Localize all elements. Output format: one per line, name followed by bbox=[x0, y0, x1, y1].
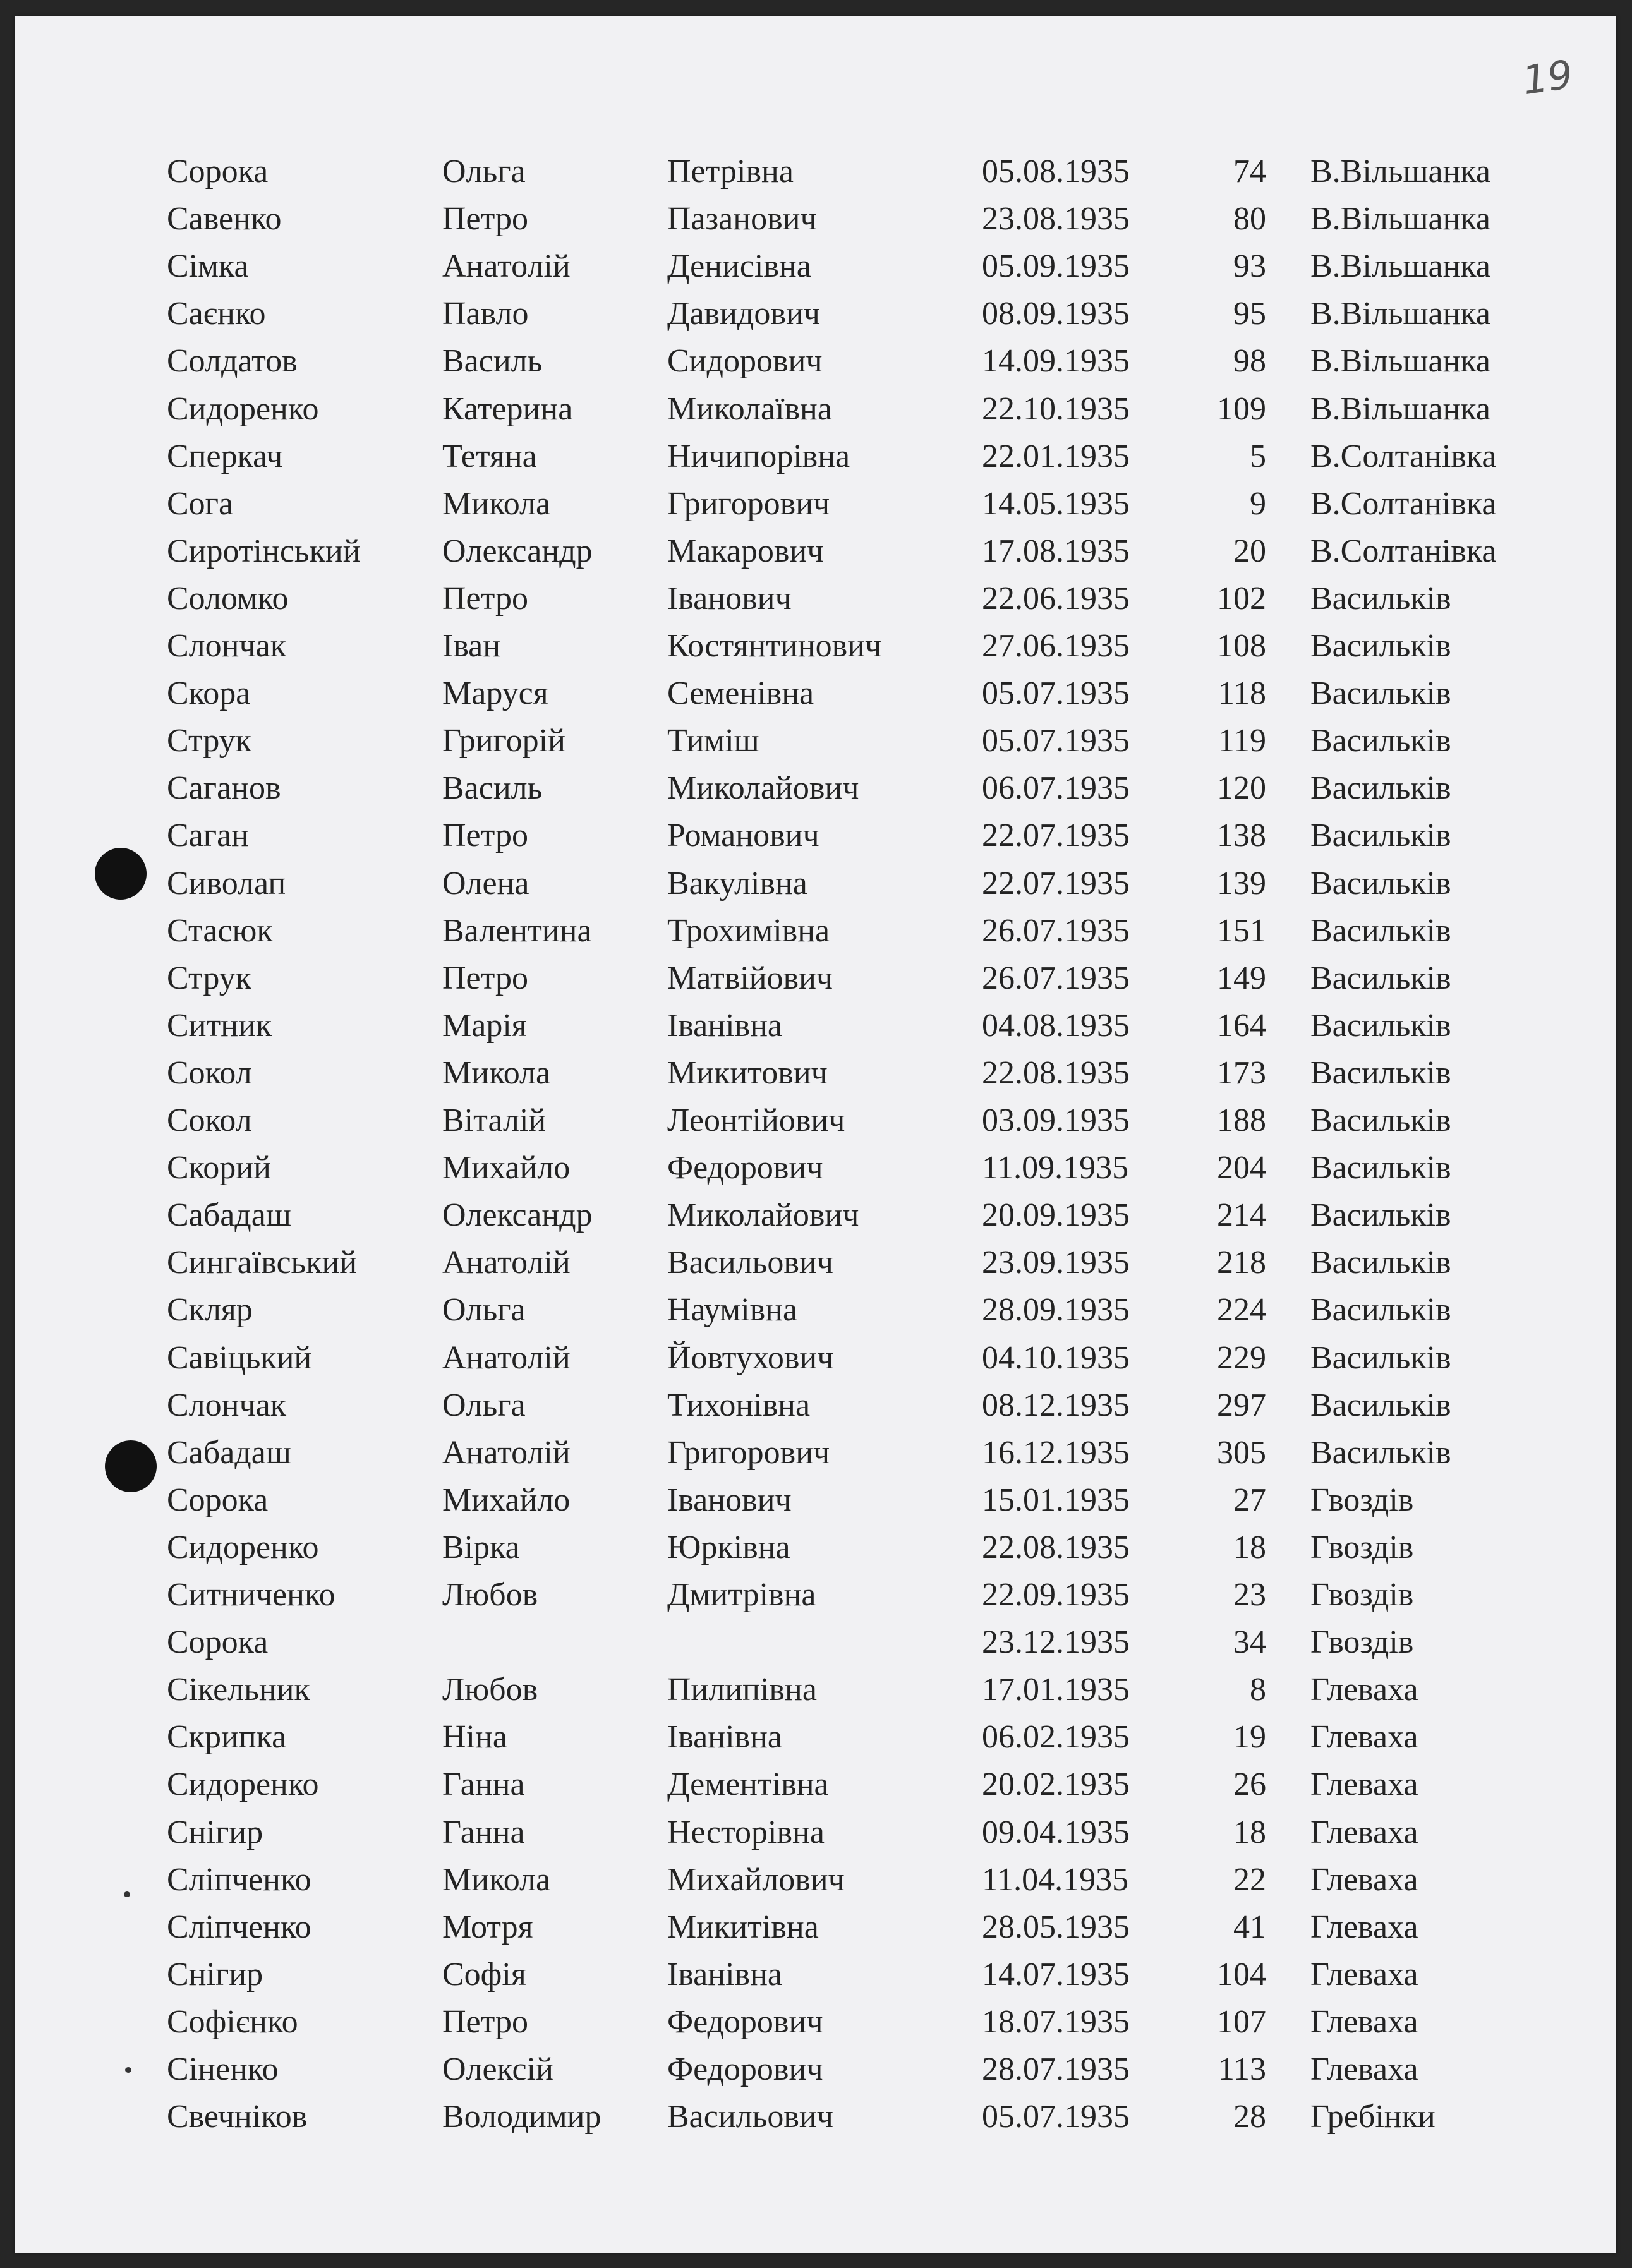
record-name: Павло bbox=[442, 296, 529, 332]
table-row bbox=[15, 1286, 1616, 1334]
table-row bbox=[15, 1856, 1616, 1903]
record-number: 120 bbox=[1217, 770, 1266, 807]
record-date: 17.01.1935 bbox=[982, 1672, 1130, 1708]
record-patronymic: Макарович bbox=[667, 533, 824, 569]
record-village: Васильків bbox=[1310, 865, 1451, 902]
record-name: Любов bbox=[442, 1672, 538, 1708]
record-village: Гвоздів bbox=[1310, 1481, 1414, 1518]
record-date: 11.04.1935 bbox=[982, 1861, 1129, 1898]
record-date: 26.07.1935 bbox=[982, 960, 1130, 996]
record-number: 74 bbox=[1233, 154, 1266, 190]
table-row bbox=[15, 433, 1616, 480]
record-surname: Ситниченко bbox=[167, 1577, 335, 1613]
record-patronymic: Іванівна bbox=[667, 1956, 782, 1993]
record-number: 19 bbox=[1233, 1719, 1266, 1756]
record-surname: Солдатов bbox=[167, 343, 298, 380]
record-name: Анатолій bbox=[442, 1245, 571, 1281]
record-date: 22.07.1935 bbox=[982, 817, 1130, 854]
record-name: Василь bbox=[442, 770, 543, 807]
record-date: 15.01.1935 bbox=[982, 1481, 1130, 1518]
record-surname: Сиротінський bbox=[167, 533, 361, 569]
record-surname: Скрипка bbox=[167, 1719, 287, 1756]
record-name: Ольга bbox=[442, 1387, 526, 1423]
record-date: 28.05.1935 bbox=[982, 1909, 1130, 1945]
record-patronymic: Петрівна bbox=[667, 154, 794, 190]
record-number: 297 bbox=[1217, 1387, 1266, 1423]
table-row bbox=[15, 1571, 1616, 1619]
record-surname: Сорока bbox=[167, 154, 269, 190]
record-village: Глеваха bbox=[1310, 1766, 1418, 1803]
record-date: 20.09.1935 bbox=[982, 1197, 1130, 1234]
record-surname: Соломко bbox=[167, 580, 289, 617]
record-name: Марія bbox=[442, 1007, 527, 1044]
record-date: 14.05.1935 bbox=[982, 485, 1130, 522]
record-name: Микола bbox=[442, 485, 551, 522]
record-name: Микола bbox=[442, 1054, 551, 1091]
record-patronymic: Дмитрівна bbox=[667, 1577, 816, 1613]
record-patronymic: Леонтійович bbox=[667, 1102, 845, 1138]
record-surname: Саєнко bbox=[167, 296, 266, 332]
record-date: 11.09.1935 bbox=[982, 1150, 1129, 1186]
record-number: 20 bbox=[1233, 533, 1266, 569]
table-row bbox=[15, 1429, 1616, 1476]
record-name: Петро bbox=[442, 817, 528, 854]
record-date: 03.09.1935 bbox=[982, 1102, 1130, 1138]
record-name: Анатолій bbox=[442, 1339, 571, 1376]
record-patronymic: Микитович bbox=[667, 1054, 828, 1091]
record-patronymic: Григорович bbox=[667, 485, 830, 522]
record-name: Олександр bbox=[442, 533, 593, 569]
record-patronymic: Трохимівна bbox=[667, 912, 830, 949]
record-village: Васильків bbox=[1310, 817, 1451, 854]
record-village: Васильків bbox=[1310, 1245, 1451, 1281]
table-row bbox=[15, 1049, 1616, 1097]
record-number: 118 bbox=[1218, 675, 1266, 712]
record-surname: Сікельник bbox=[167, 1672, 310, 1708]
record-village: В.Солтанівка bbox=[1310, 485, 1497, 522]
record-surname: Сперкач bbox=[167, 438, 283, 474]
table-row bbox=[15, 1097, 1616, 1144]
record-patronymic: Іванович bbox=[667, 1481, 792, 1518]
punch-hole bbox=[105, 1440, 157, 1492]
record-patronymic: Тиміш bbox=[667, 723, 759, 759]
record-patronymic: Йовтухович bbox=[667, 1339, 834, 1376]
record-village: Гвоздів bbox=[1310, 1577, 1414, 1613]
record-number: 22 bbox=[1233, 1861, 1266, 1898]
record-date: 23.08.1935 bbox=[982, 201, 1130, 238]
record-patronymic: Давидович bbox=[667, 296, 820, 332]
record-surname: Скорий bbox=[167, 1150, 271, 1186]
record-number: 93 bbox=[1233, 248, 1266, 285]
table-row bbox=[15, 1761, 1616, 1808]
record-patronymic: Пазанович bbox=[667, 201, 817, 238]
record-number: 204 bbox=[1217, 1150, 1266, 1186]
record-patronymic: Михайлович bbox=[667, 1861, 845, 1898]
record-name: Ганна bbox=[442, 1814, 525, 1850]
record-number: 113 bbox=[1218, 2051, 1266, 2087]
table-row bbox=[15, 2093, 1616, 2140]
record-number: 95 bbox=[1233, 296, 1266, 332]
table-row bbox=[15, 1144, 1616, 1191]
record-date: 22.06.1935 bbox=[982, 580, 1130, 617]
page-number: 19 bbox=[1520, 51, 1576, 104]
record-patronymic: Тихонівна bbox=[667, 1387, 811, 1423]
record-date: 23.09.1935 bbox=[982, 1245, 1130, 1281]
record-patronymic: Вакулівна bbox=[667, 865, 807, 902]
record-name: Ніна bbox=[442, 1719, 507, 1756]
table-row bbox=[15, 337, 1616, 385]
record-date: 06.02.1935 bbox=[982, 1719, 1130, 1756]
record-surname: Сліпченко bbox=[167, 1861, 311, 1898]
record-patronymic: Миколайович bbox=[667, 770, 859, 807]
record-name: Петро bbox=[442, 580, 528, 617]
record-number: 109 bbox=[1217, 390, 1266, 427]
record-date: 23.12.1935 bbox=[982, 1624, 1130, 1661]
table-row bbox=[15, 385, 1616, 433]
record-village: Васильків bbox=[1310, 1292, 1451, 1329]
record-name: Тетяна bbox=[442, 438, 537, 474]
table-row bbox=[15, 622, 1616, 670]
table-row bbox=[15, 480, 1616, 528]
table-row bbox=[15, 1619, 1616, 1666]
record-date: 14.07.1935 bbox=[982, 1956, 1130, 1993]
record-village: В.Вільшанка bbox=[1310, 248, 1490, 285]
record-date: 14.09.1935 bbox=[982, 343, 1130, 380]
record-surname: Сабадаш bbox=[167, 1197, 291, 1234]
record-village: Васильків bbox=[1310, 723, 1451, 759]
record-village: Васильків bbox=[1310, 1007, 1451, 1044]
table-row bbox=[15, 1713, 1616, 1761]
document-sheet bbox=[15, 16, 1616, 2253]
record-surname: Стасюк bbox=[167, 912, 273, 949]
record-village: Гвоздів bbox=[1310, 1624, 1414, 1661]
record-number: 34 bbox=[1233, 1624, 1266, 1661]
record-village: Васильків bbox=[1310, 1387, 1451, 1423]
table-row bbox=[15, 1334, 1616, 1382]
record-surname: Снігир bbox=[167, 1814, 263, 1850]
record-date: 26.07.1935 bbox=[982, 912, 1130, 949]
record-name: Олена bbox=[442, 865, 529, 902]
record-patronymic: Матвійович bbox=[667, 960, 833, 996]
record-name: Петро bbox=[442, 201, 528, 238]
record-village: Васильків bbox=[1310, 675, 1451, 712]
punch-mark bbox=[125, 2067, 131, 2073]
record-number: 224 bbox=[1217, 1292, 1266, 1329]
record-surname: Слончак bbox=[167, 628, 286, 664]
record-surname: Савіцький bbox=[167, 1339, 312, 1376]
record-surname: Сидоренко bbox=[167, 390, 319, 427]
table-row bbox=[15, 1002, 1616, 1049]
table-row bbox=[15, 955, 1616, 1002]
record-number: 138 bbox=[1217, 817, 1266, 854]
record-village: В.Вільшанка bbox=[1310, 154, 1490, 190]
record-patronymic: Несторівна bbox=[667, 1814, 825, 1850]
table-row bbox=[15, 1903, 1616, 1951]
record-name: Микола bbox=[442, 1861, 551, 1898]
table-row bbox=[15, 195, 1616, 243]
record-surname: Струк bbox=[167, 723, 251, 759]
record-patronymic: Іванівна bbox=[667, 1719, 782, 1756]
record-patronymic: Миколаївна bbox=[667, 390, 832, 427]
record-number: 164 bbox=[1217, 1007, 1266, 1044]
record-name: Віталій bbox=[442, 1102, 547, 1138]
record-surname: Савенко bbox=[167, 201, 282, 238]
record-village: В.Вільшанка bbox=[1310, 343, 1490, 380]
record-patronymic: Денисівна bbox=[667, 248, 811, 285]
record-surname: Сабадаш bbox=[167, 1434, 291, 1471]
record-surname: Сога bbox=[167, 485, 234, 522]
record-village: В.Вільшанка bbox=[1310, 390, 1490, 427]
record-name: Володимир bbox=[442, 2099, 601, 2135]
record-surname: Софієнко bbox=[167, 2003, 298, 2040]
record-name: Маруся bbox=[442, 675, 548, 712]
record-village: Глеваха bbox=[1310, 1861, 1418, 1898]
record-surname: Сокол bbox=[167, 1054, 252, 1091]
record-surname: Сидоренко bbox=[167, 1766, 319, 1803]
record-name: Анатолій bbox=[442, 1434, 571, 1471]
record-number: 119 bbox=[1218, 723, 1266, 759]
punch-mark bbox=[124, 1891, 130, 1897]
record-number: 23 bbox=[1233, 1577, 1266, 1613]
record-name: Ганна bbox=[442, 1766, 525, 1803]
record-name: Григорій bbox=[442, 723, 565, 759]
table-row bbox=[15, 717, 1616, 764]
record-date: 04.08.1935 bbox=[982, 1007, 1130, 1044]
record-surname: Скляр bbox=[167, 1292, 253, 1329]
record-village: Васильків bbox=[1310, 628, 1451, 664]
record-name: Любов bbox=[442, 1577, 538, 1613]
record-name: Ольга bbox=[442, 154, 526, 190]
record-patronymic: Сидорович bbox=[667, 343, 823, 380]
record-patronymic: Іванович bbox=[667, 580, 792, 617]
record-village: В.Солтанівка bbox=[1310, 438, 1497, 474]
record-name: Мотря bbox=[442, 1909, 533, 1945]
table-row bbox=[15, 1524, 1616, 1571]
record-date: 22.07.1935 bbox=[982, 865, 1130, 902]
record-surname: Сімка bbox=[167, 248, 249, 285]
record-surname: Сіненко bbox=[167, 2051, 279, 2087]
record-date: 22.08.1935 bbox=[982, 1529, 1130, 1565]
record-date: 05.07.1935 bbox=[982, 723, 1130, 759]
record-number: 173 bbox=[1217, 1054, 1266, 1091]
table-row bbox=[15, 860, 1616, 907]
record-surname: Свечніков bbox=[167, 2099, 308, 2135]
record-surname: Саган bbox=[167, 817, 249, 854]
table-row bbox=[15, 290, 1616, 337]
record-surname: Сингаївський bbox=[167, 1245, 358, 1281]
record-village: Глеваха bbox=[1310, 1956, 1418, 1993]
table-row bbox=[15, 243, 1616, 290]
record-date: 20.02.1935 bbox=[982, 1766, 1130, 1803]
record-patronymic: Наумівна bbox=[667, 1292, 798, 1329]
record-surname: Слончак bbox=[167, 1387, 286, 1423]
record-number: 9 bbox=[1250, 485, 1266, 522]
record-surname: Сорока bbox=[167, 1624, 269, 1661]
table-row bbox=[15, 907, 1616, 955]
record-date: 28.07.1935 bbox=[982, 2051, 1130, 2087]
table-row bbox=[15, 764, 1616, 812]
record-village: Глеваха bbox=[1310, 1814, 1418, 1850]
record-name: Петро bbox=[442, 960, 528, 996]
record-village: Глеваха bbox=[1310, 2051, 1418, 2087]
table-row bbox=[15, 1951, 1616, 1998]
record-patronymic: Федорович bbox=[667, 2003, 823, 2040]
record-village: Васильків bbox=[1310, 960, 1451, 996]
record-number: 305 bbox=[1217, 1434, 1266, 1471]
record-number: 188 bbox=[1217, 1102, 1266, 1138]
record-patronymic: Григорович bbox=[667, 1434, 830, 1471]
record-village: Васильків bbox=[1310, 912, 1451, 949]
record-number: 27 bbox=[1233, 1481, 1266, 1518]
record-date: 22.01.1935 bbox=[982, 438, 1130, 474]
record-name: Михайло bbox=[442, 1481, 571, 1518]
record-number: 98 bbox=[1233, 343, 1266, 380]
record-date: 04.10.1935 bbox=[982, 1339, 1130, 1376]
record-name: Іван bbox=[442, 628, 501, 664]
record-name: Олексій bbox=[442, 2051, 553, 2087]
record-surname: Сокол bbox=[167, 1102, 252, 1138]
record-number: 107 bbox=[1217, 2003, 1266, 2040]
record-patronymic: Пилипівна bbox=[667, 1672, 817, 1708]
record-surname: Саганов bbox=[167, 770, 281, 807]
record-surname: Сліпченко bbox=[167, 1909, 311, 1945]
record-name: Валентина bbox=[442, 912, 592, 949]
record-village: Глеваха bbox=[1310, 2003, 1418, 2040]
record-date: 05.07.1935 bbox=[982, 675, 1130, 712]
record-village: Васильків bbox=[1310, 1150, 1451, 1186]
record-surname: Ситник bbox=[167, 1007, 272, 1044]
record-number: 5 bbox=[1250, 438, 1266, 474]
record-surname: Снігир bbox=[167, 1956, 263, 1993]
record-date: 28.09.1935 bbox=[982, 1292, 1130, 1329]
record-surname: Сиволап bbox=[167, 865, 286, 902]
record-village: Глеваха bbox=[1310, 1909, 1418, 1945]
record-number: 218 bbox=[1217, 1245, 1266, 1281]
record-village: В.Солтанівка bbox=[1310, 533, 1497, 569]
record-date: 27.06.1935 bbox=[982, 628, 1130, 664]
record-village: Васильків bbox=[1310, 1197, 1451, 1234]
record-date: 17.08.1935 bbox=[982, 533, 1130, 569]
table-row bbox=[15, 1998, 1616, 2046]
record-date: 08.12.1935 bbox=[982, 1387, 1130, 1423]
record-name: Петро bbox=[442, 2003, 528, 2040]
record-village: Васильків bbox=[1310, 770, 1451, 807]
record-patronymic: Костянтинович bbox=[667, 628, 882, 664]
table-row bbox=[15, 1191, 1616, 1239]
record-patronymic: Васильович bbox=[667, 2099, 833, 2135]
record-village: В.Вільшанка bbox=[1310, 201, 1490, 238]
table-row bbox=[15, 2046, 1616, 2093]
record-number: 41 bbox=[1233, 1909, 1266, 1945]
record-date: 22.10.1935 bbox=[982, 390, 1130, 427]
table-row bbox=[15, 812, 1616, 859]
record-name: Вірка bbox=[442, 1529, 520, 1565]
record-number: 28 bbox=[1233, 2099, 1266, 2135]
record-patronymic: Микитівна bbox=[667, 1909, 819, 1945]
table-row bbox=[15, 1382, 1616, 1429]
table-row bbox=[15, 670, 1616, 717]
record-name: Михайло bbox=[442, 1150, 571, 1186]
record-number: 26 bbox=[1233, 1766, 1266, 1803]
record-patronymic: Дементівна bbox=[667, 1766, 829, 1803]
record-village: Гвоздів bbox=[1310, 1529, 1414, 1565]
record-village: В.Вільшанка bbox=[1310, 296, 1490, 332]
table-row bbox=[15, 575, 1616, 622]
record-number: 8 bbox=[1250, 1672, 1266, 1708]
record-patronymic: Іванівна bbox=[667, 1007, 782, 1044]
table-row bbox=[15, 1476, 1616, 1524]
record-village: Васильків bbox=[1310, 1434, 1451, 1471]
record-number: 18 bbox=[1233, 1529, 1266, 1565]
record-number: 139 bbox=[1217, 865, 1266, 902]
record-date: 22.09.1935 bbox=[982, 1577, 1130, 1613]
record-date: 05.07.1935 bbox=[982, 2099, 1130, 2135]
record-date: 05.09.1935 bbox=[982, 248, 1130, 285]
record-date: 08.09.1935 bbox=[982, 296, 1130, 332]
table-row bbox=[15, 148, 1616, 195]
record-number: 214 bbox=[1217, 1197, 1266, 1234]
record-date: 22.08.1935 bbox=[982, 1054, 1130, 1091]
record-village: Васильків bbox=[1310, 1339, 1451, 1376]
record-date: 06.07.1935 bbox=[982, 770, 1130, 807]
record-number: 149 bbox=[1217, 960, 1266, 996]
record-name: Катерина bbox=[442, 390, 573, 427]
table-row bbox=[15, 1666, 1616, 1713]
record-number: 108 bbox=[1217, 628, 1266, 664]
record-patronymic: Федорович bbox=[667, 1150, 823, 1186]
record-date: 16.12.1935 bbox=[982, 1434, 1130, 1471]
record-number: 229 bbox=[1217, 1339, 1266, 1376]
record-name: Анатолій bbox=[442, 248, 571, 285]
record-surname: Скора bbox=[167, 675, 251, 712]
record-village: Глеваха bbox=[1310, 1672, 1418, 1708]
record-patronymic: Семенівна bbox=[667, 675, 814, 712]
record-patronymic: Миколайович bbox=[667, 1197, 859, 1234]
record-surname: Сорока bbox=[167, 1481, 269, 1518]
table-row bbox=[15, 528, 1616, 575]
record-date: 09.04.1935 bbox=[982, 1814, 1130, 1850]
record-date: 05.08.1935 bbox=[982, 154, 1130, 190]
record-village: Глеваха bbox=[1310, 1719, 1418, 1756]
record-name: Олександр bbox=[442, 1197, 593, 1234]
record-patronymic: Федорович bbox=[667, 2051, 823, 2087]
record-number: 80 bbox=[1233, 201, 1266, 238]
record-number: 18 bbox=[1233, 1814, 1266, 1850]
table-row bbox=[15, 1239, 1616, 1286]
record-date: 18.07.1935 bbox=[982, 2003, 1130, 2040]
table-row bbox=[15, 1809, 1616, 1856]
record-number: 151 bbox=[1217, 912, 1266, 949]
record-village: Васильків bbox=[1310, 1102, 1451, 1138]
record-number: 102 bbox=[1217, 580, 1266, 617]
record-village: Васильків bbox=[1310, 1054, 1451, 1091]
record-surname: Сидоренко bbox=[167, 1529, 319, 1565]
record-name: Василь bbox=[442, 343, 543, 380]
record-name: Софія bbox=[442, 1956, 526, 1993]
record-patronymic: Васильович bbox=[667, 1245, 833, 1281]
punch-hole bbox=[95, 848, 147, 900]
record-patronymic: Ничипорівна bbox=[667, 438, 850, 474]
record-number: 104 bbox=[1217, 1956, 1266, 1993]
record-surname: Струк bbox=[167, 960, 251, 996]
record-patronymic: Романович bbox=[667, 817, 819, 854]
record-patronymic: Юрківна bbox=[667, 1529, 790, 1565]
record-village: Гребінки bbox=[1310, 2099, 1436, 2135]
record-village: Васильків bbox=[1310, 580, 1451, 617]
record-name: Ольга bbox=[442, 1292, 526, 1329]
